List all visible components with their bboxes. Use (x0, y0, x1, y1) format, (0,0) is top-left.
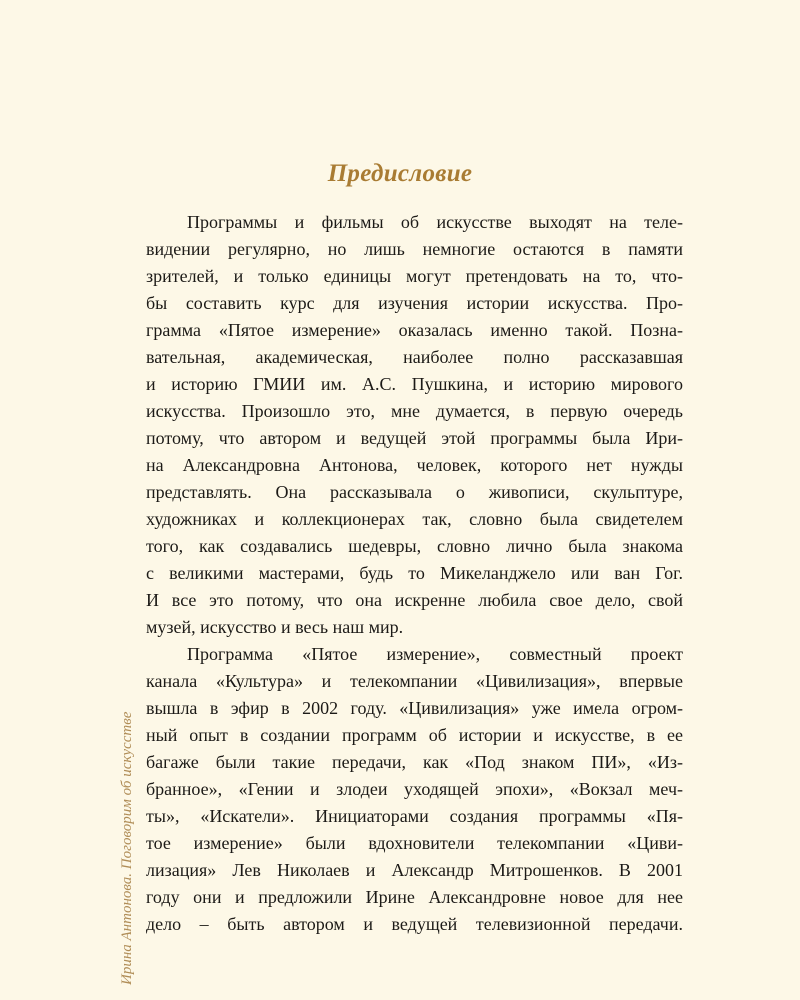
text-line: музей, искусство и весь наш мир. (146, 617, 404, 637)
text-line: искусства. Произошло это, мне думается, в первую очередь (146, 401, 683, 421)
text-line: вательная, академическая, наиболее полно рассказавшая (146, 347, 683, 367)
text-line: багаже были такие передачи, как «Под знаком ПИ», «Из- (146, 752, 683, 772)
text-line: вышла в эфир в 2002 году. «Цивилизация» уже имела огром- (146, 698, 683, 718)
text-line: грамма «Пятое измерение» оказалась именно такой. Позна- (146, 320, 683, 340)
text-line: того, как создавались шедевры, словно лично была знакома (146, 536, 683, 556)
chapter-title: Предисловие (327, 160, 473, 187)
text-line: тое измерение» были вдохновители телекомпании «Циви- (146, 833, 683, 853)
text-line: потому, что автором и ведущей этой программы была Ири- (146, 428, 683, 448)
text-line: Программы и фильмы об искусстве выходят на теле- (187, 212, 683, 232)
text-line: Программа «Пятое измерение», совместный проект (187, 644, 683, 664)
text-line: году они и предложили Ирине Александровне новое для нее (146, 887, 683, 907)
text-line: с великими мастерами, будь то Микеланджело или ван Гог. (146, 563, 683, 583)
text-line: бы составить курс для изучения истории искусства. Про- (146, 293, 683, 313)
text-line: лизация» Лев Николаев и Александр Митрошенков. В 2001 (146, 860, 683, 880)
text-line: и историю ГМИИ им. А.С. Пушкина, и историю мирового (146, 374, 683, 394)
body-text (146, 209, 683, 938)
text-line: ты», «Искатели». Инициаторами создания программы «Пя- (146, 806, 683, 826)
text-line: на Александровна Антонова, человек, которого нет нужды (146, 455, 683, 475)
text-line: зрителей, и только единицы могут претендовать на то, что- (146, 266, 683, 286)
paragraph-2 (146, 641, 683, 938)
text-line: И все это потому, что она искренне любила свое дело, свой (146, 590, 683, 610)
text-line: представлять. Она рассказывала о живописи, скульптуре, (146, 482, 683, 502)
text-line: художниках и коллекционерах так, словно была свидетелем (146, 509, 683, 529)
text-line: дело – быть автором и ведущей телевизионной передачи. (146, 914, 683, 934)
text-line: бранное», «Гении и злодеи уходящей эпохи», «Вокзал меч- (146, 779, 683, 799)
paragraph-1 (146, 209, 683, 641)
text-line: видении регулярно, но лишь немногие остаются в памяти (146, 239, 683, 259)
text-line: канала «Культура» и телекомпании «Цивилизация», впервые (146, 671, 683, 691)
running-head: Ирина Антонова. Поговорим об искусстве (119, 711, 135, 985)
text-line: ный опыт в создании программ об истории и искусстве, в ее (146, 725, 683, 745)
